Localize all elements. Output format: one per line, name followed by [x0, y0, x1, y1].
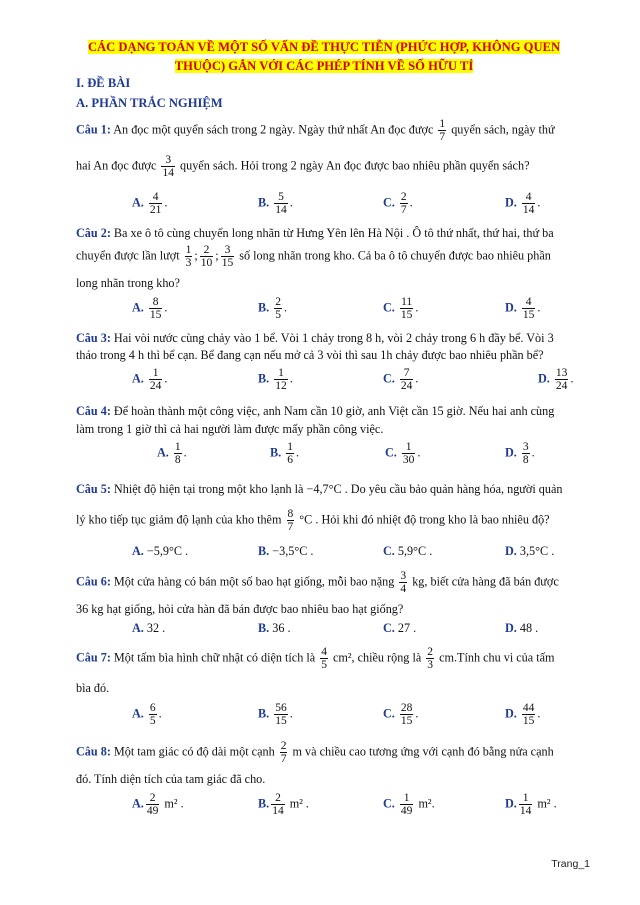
q2-option-d[interactable]: D. $\frac{4}{15}$ . [505, 296, 541, 322]
question-label: Câu 1: [76, 122, 111, 137]
question-7-line-1: Câu 7: Một tấm bìa hình chữ nhật có diện tích là $\frac{4}{5}$ cm², chiều rộng là $\frac{2}{3}$ cm.Tính chu vi của tấm [76, 646, 555, 672]
q6-option-b[interactable]: B. 36 . [258, 621, 291, 635]
question-6-line-2: 36 kg hạt giống, hỏi cửa hàn đã bán được bao nhiêu bao hạt giống? [76, 602, 404, 616]
question-6-line-1: Câu 6: Một cửa hàng có bán một số bao hạt giống, mỗi bao nặng $\frac{3}{4}$ kg, biết cửa hàng đã bán được [76, 570, 559, 596]
q5-option-b[interactable]: B. −3,5°C . [258, 544, 314, 558]
question-4-line-1: Câu 4: Để hoàn thành một công việc, anh Nam cần 10 giờ, anh Việt cần 15 giờ. Nếu hai anh cùng [76, 404, 555, 418]
section-heading-main: I. ĐỀ BÀI [76, 76, 131, 90]
question-label: Câu 4: [76, 404, 111, 418]
q3-option-d[interactable]: D. $\frac{13}{24}$ . [538, 367, 574, 393]
question-4-line-2: làm trong 1 giờ thì cả hai người làm được mấy phần công việc. [76, 422, 384, 436]
question-label: Câu 7: [76, 650, 111, 665]
page-number: Trang_1 [551, 858, 590, 870]
question-2-line-3: long nhãn trong kho? [76, 276, 180, 290]
q8-option-c[interactable]: C. $\frac{1}{49}$ m². [383, 792, 435, 818]
q4-option-b[interactable]: B. $\frac{1}{6}$ . [270, 441, 300, 467]
question-2-line-2: chuyển được lần lượt $\frac{1}{3}$ ; $\frac{2}{10}$ ; $\frac{3}{15}$ số long nhãn trong kho. Cả ba ô tô chuyển được bao nhiêu phần [76, 244, 551, 270]
q7-option-a[interactable]: A. $\frac{6}{5}$ . [132, 702, 162, 728]
q8-option-a[interactable]: A. $\frac{2}{49}$ m² . [132, 792, 184, 818]
q3-option-c[interactable]: C. $\frac{7}{24}$ . [383, 367, 419, 393]
question-5-line-2: lý kho tiếp tục giảm độ lạnh của kho thêm $\frac{8}{7}$ °C . Hỏi khi đó nhiệt độ trong kho là bao nhiêu độ? [76, 508, 550, 534]
q3-option-b[interactable]: B. $\frac{1}{12}$ . [258, 367, 293, 393]
q4-option-c[interactable]: C. $\frac{1}{30}$ . [385, 441, 421, 467]
question-8-line-2: đó. Tính diện tích của tam giác đã cho. [76, 772, 266, 786]
question-3-line-2: tháo trong 4 h thì bể cạn. Bể đang cạn nếu mở cả 3 vòi thì sau 1h chảy được bao nhiêu phần bể? [76, 348, 544, 362]
question-7-line-2: bìa đó. [76, 681, 110, 695]
question-label: Câu 2: [76, 226, 111, 240]
question-5-line-1: Câu 5: Nhiệt độ hiện tại trong một kho lạnh là −4,7°C . Do yêu cầu bảo quản hàng hóa, người quản [76, 482, 563, 496]
document-title [76, 38, 572, 76]
fraction: $\frac{3}{14}$ [162, 154, 174, 180]
question-3-line-1: Câu 3: Hai vòi nước cùng chảy vào 1 bể. Vòi 1 chảy trong 8 h, vòi 2 chảy trong 6 h đầy bể. Vòi 3 [76, 331, 554, 345]
q4-option-a[interactable]: A. $\frac{1}{8}$ . [157, 441, 187, 467]
question-label: Câu 3: [76, 331, 111, 345]
question-1-line-1: Câu 1: An đọc một quyển sách trong 2 ngày. Ngày thứ nhất An đọc được $\frac{1}{7}$ quyển sách, ngày thứ [76, 118, 555, 144]
question-label: Câu 5: [76, 482, 111, 496]
q5-option-d[interactable]: D. 3,5°C . [505, 544, 555, 558]
title-line-2: THUỘC) GẮN VỚI CÁC PHÉP TÍNH VỀ SỐ HỮU TỈ [174, 59, 474, 73]
q2-option-a[interactable]: A. $\frac{8}{15}$ . [132, 296, 168, 322]
question-label: Câu 8: [76, 744, 111, 759]
q5-option-a[interactable]: A. −5,9°C . [132, 544, 189, 558]
fraction: $\frac{1}{7}$ [439, 118, 446, 144]
q7-option-c[interactable]: C. $\frac{28}{15}$ . [383, 702, 419, 728]
title-line-1: CÁC DẠNG TOÁN VỀ MỘT SỐ VẤN ĐỀ THỰC TIỄN (PHỨC HỢP, KHÔNG QUEN [87, 40, 561, 54]
q6-option-a[interactable]: A. 32 . [132, 621, 166, 635]
q8-option-b[interactable]: B. $\frac{2}{14}$ m² . [258, 792, 309, 818]
q7-option-d[interactable]: D. $\frac{44}{15}$ . [505, 702, 541, 728]
q7-option-b[interactable]: B. $\frac{56}{15}$ . [258, 702, 293, 728]
question-8-line-1: Câu 8: Một tam giác có độ dài một cạnh $\frac{2}{7}$ m và chiều cao tương ứng với cạnh đó bằng nửa cạnh [76, 740, 554, 766]
q2-option-b[interactable]: B. $\frac{2}{5}$ . [258, 296, 288, 322]
q3-option-a[interactable]: A. $\frac{1}{24}$ . [132, 367, 168, 393]
section-heading-multiple-choice: A. PHẦN TRẮC NGHIỆM [76, 96, 223, 110]
q8-option-d[interactable]: D. $\frac{1}{14}$ m² . [505, 792, 557, 818]
q6-option-c[interactable]: C. 27 . [383, 621, 417, 635]
question-1-line-2: hai An đọc được $\frac{3}{14}$ quyển sách. Hỏi trong 2 ngày An đọc được bao nhiêu phần quyển sách? [76, 154, 530, 180]
q1-option-b[interactable]: B. $\frac{5}{14}$ . [258, 191, 293, 217]
q2-option-c[interactable]: C. $\frac{11}{15}$ . [383, 296, 419, 322]
q5-option-c[interactable]: C. 5,9°C . [383, 544, 433, 558]
q6-option-d[interactable]: D. 48 . [505, 621, 539, 635]
question-label: Câu 6: [76, 574, 111, 589]
q4-option-d[interactable]: D. $\frac{3}{8}$ . [505, 441, 535, 467]
q1-option-d[interactable]: D. $\frac{4}{14}$ . [505, 191, 541, 217]
q1-option-a[interactable]: A. $\frac{4}{21}$ . [132, 191, 168, 217]
q1-option-c[interactable]: C. $\frac{2}{7}$ . [383, 191, 413, 217]
question-2-line-1: Câu 2: Ba xe ô tô cùng chuyển long nhãn từ Hưng Yên lên Hà Nội . Ô tô thứ nhất, thứ hai, thứ ba [76, 226, 554, 240]
